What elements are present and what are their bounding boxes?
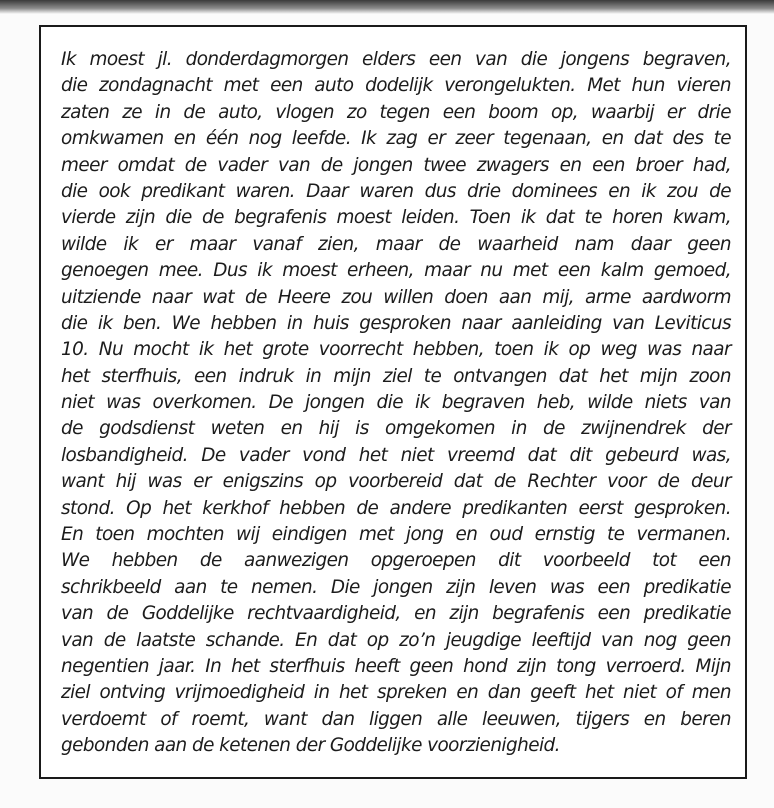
text-line: We hebben de aanwezigen opgeroepen dit voorbeeld tot een [61,550,731,572]
text-line: wilde ik er maar vanaf zien, maar de waarheid nam daar geen [61,233,731,255]
text-line: omkwamen en één nog leefde. Ik zag er zeer tegenaan, en dat des te [61,128,731,150]
text-line: niet was overkomen. De jongen die ik begraven heb, wilde niets van [61,392,731,414]
text-frame [39,25,747,779]
text-line: ziel ontving vrijmoedigheid in het spreken en dan geeft het niet of men [61,682,731,704]
text-line: die ook predikant waren. Daar waren dus drie dominees en ik zou de [61,180,731,202]
text-line: zaten ze in de auto, vlogen zo tegen een boom op, waarbij er drie [61,101,731,123]
text-line: meer omdat de vader van de jongen twee zwagers en een broer had, [61,154,731,176]
scan-edge-shadow [0,0,774,14]
text-line: stond. Op het kerkhof hebben de andere predikanten eerst gesproken. [61,497,731,519]
text-line: het sterfhuis, een indruk in mijn ziel te ontvangen dat het mijn zoon [61,365,731,387]
text-line: schrikbeeld aan te nemen. Die jongen zijn leven was een predikatie [61,576,731,598]
text-line: losbandigheid. De vader vond het niet vreemd dat dit gebeurd was, [61,444,731,466]
text-line: die ik ben. We hebben in huis gesproken naar aanleiding van Leviticus [61,312,731,334]
article-text [61,47,731,760]
text-line: negentien jaar. In het sterfhuis heeft geen hond zijn tong verroerd. Mijn [61,655,731,677]
text-line-last: gebonden aan de ketenen der Goddelijke voorzienigheid. [61,735,560,757]
text-line: van de laatste schande. En dat op zo’n jeugdige leeftijd van nog geen [61,629,731,651]
text-line: En toen mochten wij eindigen met jong en oud ernstig te vermanen. [61,524,731,546]
text-line: van de Goddelijke rechtvaardigheid, en zijn begrafenis een predikatie [61,603,731,625]
text-line: want hij was er enigszins op voorbereid dat de Rechter voor de deur [61,471,731,493]
text-line: verdoemt of roemt, want dan liggen alle leeuwen, tijgers en beren [61,708,731,730]
text-line: 10. Nu mocht ik het grote voorrecht hebben, toen ik op weg was naar [61,339,731,361]
text-line: vierde zijn die de begrafenis moest leiden. Toen ik dat te horen kwam, [61,207,731,229]
text-line: die zondagnacht met een auto dodelijk verongelukten. Met hun vieren [61,75,731,97]
text-line: genoegen mee. Dus ik moest erheen, maar nu met een kalm gemoed, [61,260,731,282]
text-line: Ik moest jl. donderdagmorgen elders een van die jongens begraven, [61,49,731,70]
text-line: uitziende naar wat de Heere zou willen doen aan mij, arme aardworm [61,286,731,308]
text-line: de godsdienst weten en hij is omgekomen in de zwijnendrek der [61,418,731,440]
